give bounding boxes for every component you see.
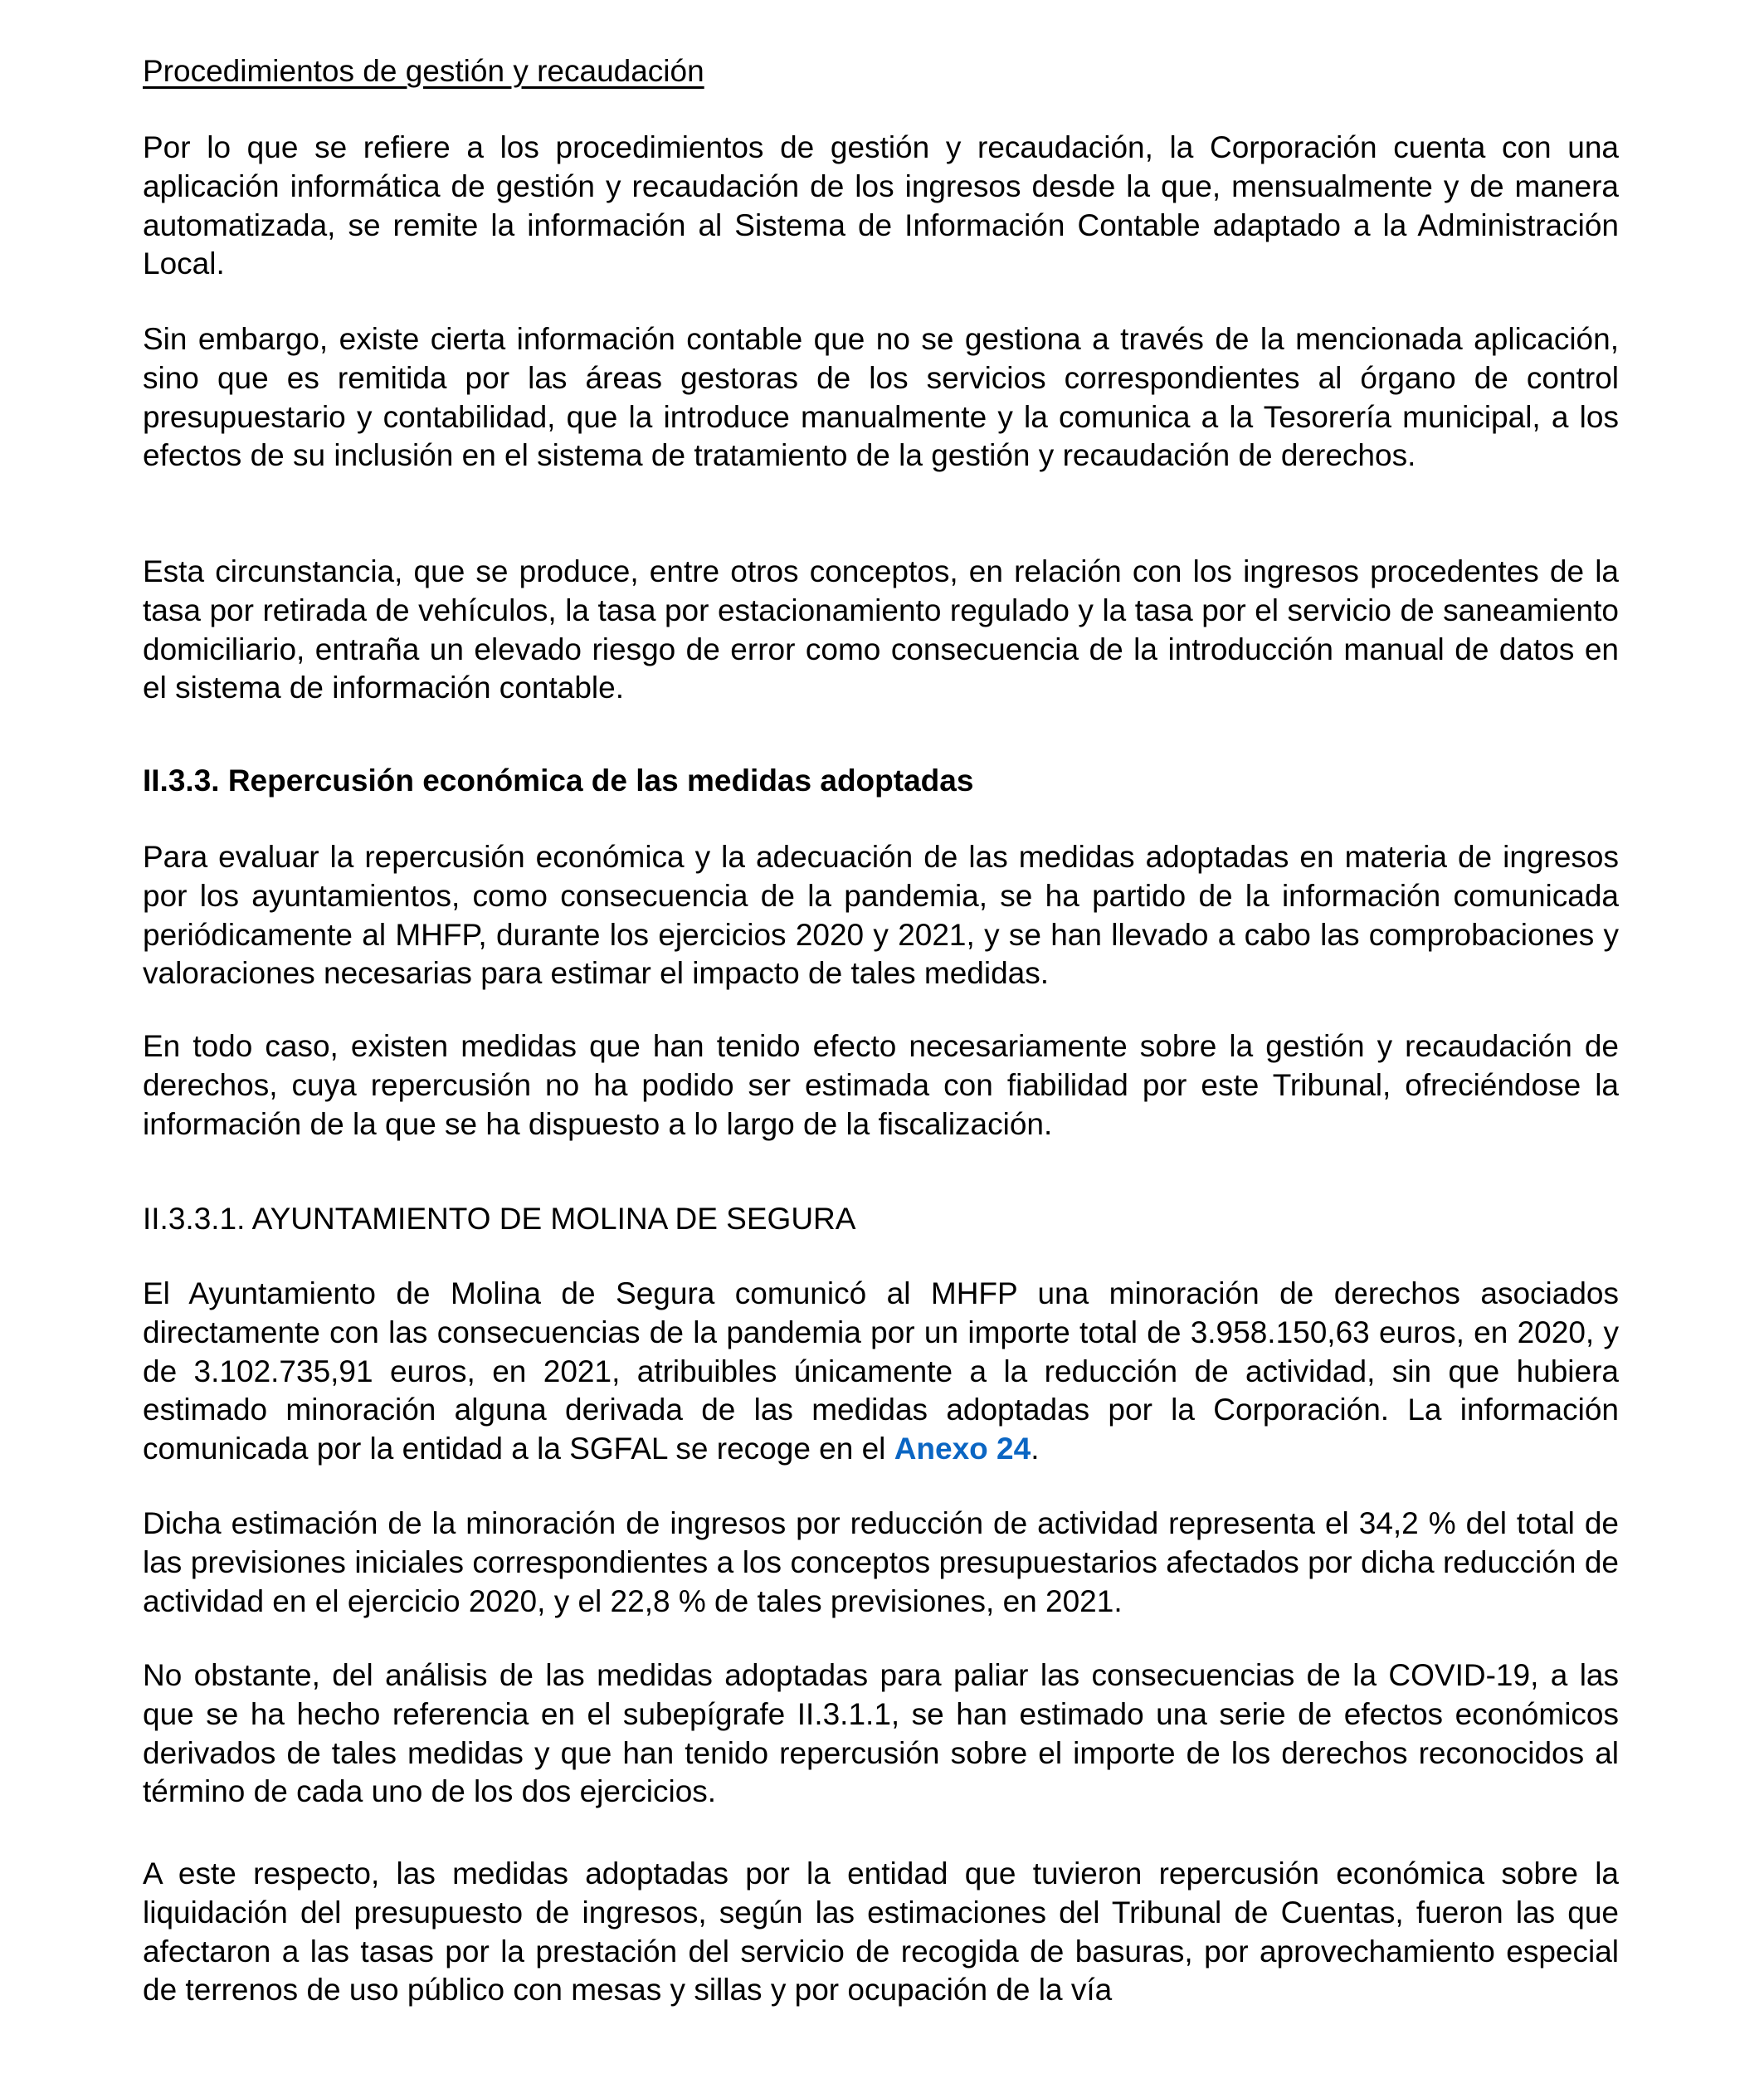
paragraph-minoracion-derechos <box>143 1275 1619 1469</box>
paragraph-aplicacion-informatica: Por lo que se refiere a los procedimientos de gestión y recaudación, la Corporación cuenta con una aplicación informática de gestión y recaudación de los ingresos desde la que, mensualmente y de manera automatizada, se remite la información al Sistema de Información Contable adaptado a la Administración Local. <box>143 130 1619 281</box>
anexo-24-link[interactable]: Anexo 24 <box>894 1432 1031 1466</box>
paragraph-text: El Ayuntamiento de Molina de Segura comunicó al MHFP una minoración de derechos asociados directamente con las consecuencias de la pandemia por un importe total de 3.958.150,63 euros, en 2020, y de 3.102.735,91 euros, en 2021, atribuibles únicamente a la reducción de actividad, sin que hubiera estimado minoración alguna derivada de las medidas adoptadas por la Corporación. La información comunicada por la entidad a la SGFAL se recoge en el <box>143 1276 1619 1466</box>
heading-procedimientos-gestion-recaudacion: Procedimientos de gestión y recaudación <box>143 54 704 88</box>
paragraph-medidas-repercusion: A este respecto, las medidas adoptadas por la entidad que tuvieron repercusión económica sobre la liquidación del presupuesto de ingresos, según las estimaciones del Tribunal de Cuentas, fueron las que afectaron a las tasas por la prestación del servicio de recogida de basuras, por aprovechamiento especial de terrenos de uso público con mesas y sillas y por ocupación de la vía <box>143 1856 1619 2008</box>
paragraph-efectos-economicos: No obstante, del análisis de las medidas adoptadas para paliar las consecuencias de la COVID-19, a las que se ha hecho referencia en el subepígrafe II.3.1.1, se han estimado una serie de efectos económicos derivados de tales medidas y que han tenido repercusión sobre el importe de los derechos reconocidos al término de cada uno de los dos ejercicios. <box>143 1658 1619 1809</box>
paragraph-informacion-contable-manual: Sin embargo, existe cierta información contable que no se gestiona a través de la mencionada aplicación, sino que es remitida por las áreas gestoras de los servicios correspondientes al órgano de control presupuestario y contabilidad, que la introduce manualmente y la comunica a la Tesorería municipal, a los efectos de su inclusión en el sistema de tratamiento de la gestión y recaudación de derechos. <box>143 322 1619 473</box>
paragraph-porcentaje-previsiones: Dicha estimación de la minoración de ingresos por reducción de actividad representa el 34,2 % del total de las previsiones iniciales correspondientes a los conceptos presupuestarios afectados por dicha reducción de actividad en el ejercicio 2020, y el 22,8 % de tales previsiones, en 2021. <box>143 1506 1619 1618</box>
section-heading-repercusion-economica: II.3.3. Repercusión económica de las medidas adoptadas <box>143 763 974 798</box>
paragraph-medidas-no-estimadas: En todo caso, existen medidas que han tenido efecto necesariamente sobre la gestión y recaudación de derechos, cuya repercusión no ha podido ser estimada con fiabilidad por este Tribunal, ofreciéndose la información de la que se ha dispuesto a lo largo de la fiscalización. <box>143 1029 1619 1141</box>
paragraph-riesgo-de-error: Esta circunstancia, que se produce, entre otros conceptos, en relación con los ingresos procedentes de la tasa por retirada de vehículos, la tasa por estacionamiento regulado y la tasa por el servicio de saneamiento domiciliario, entraña un elevado riesgo de error como consecuencia de la introducción manual de datos en el sistema de información contable. <box>143 554 1619 705</box>
subsection-heading-molina-de-segura: II.3.3.1. AYUNTAMIENTO DE MOLINA DE SEGURA <box>143 1202 856 1236</box>
paragraph-evaluacion-repercusion: Para evaluar la repercusión económica y la adecuación de las medidas adoptadas en materia de ingresos por los ayuntamientos, como consecuencia de la pandemia, se ha partido de la información comunicada periódicamente al MHFP, durante los ejercicios 2020 y 2021, y se han llevado a cabo las comprobaciones y valoraciones necesarias para estimar el impacto de tales medidas. <box>143 840 1619 991</box>
paragraph-text-end: . <box>1031 1432 1040 1466</box>
